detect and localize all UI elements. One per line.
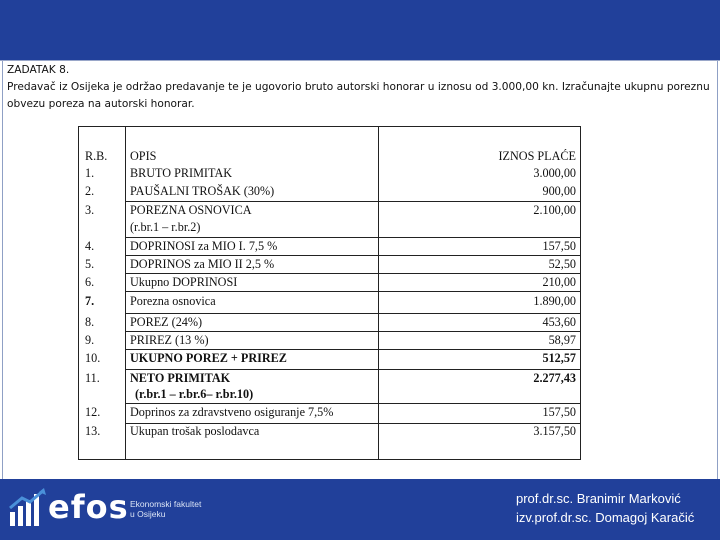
row-13-opis: Ukupan trošak poslodavca: [130, 424, 260, 438]
row-11-iznos: 2.277,43: [533, 371, 576, 385]
row-divider: [126, 291, 581, 292]
row-divider: [126, 313, 581, 314]
task-block: [7, 62, 713, 113]
row-2-iznos: 900,00: [542, 184, 576, 198]
faculty-line-1: Ekonomski fakultet: [130, 499, 202, 509]
row-1-rb: 1.: [85, 166, 95, 180]
row-7-opis: Porezna osnovica: [130, 294, 216, 308]
row-7-iznos: 1.890,00: [533, 294, 576, 308]
row-1-iznos: 3.000,00: [533, 166, 576, 180]
calculation-table: [78, 126, 581, 460]
row-divider: [126, 403, 581, 404]
row-6-rb: 6.: [85, 275, 95, 289]
row-divider: [126, 331, 581, 332]
row-divider: [126, 201, 581, 202]
row-divider: [126, 255, 581, 256]
row-9-opis: PRIREZ (13 %): [130, 333, 209, 347]
row-12-rb: 12.: [85, 405, 101, 419]
row-10-opis: UKUPNO POREZ + PRIREZ: [130, 351, 287, 365]
author-2: izv.prof.dr.sc. Domagoj Karačić: [516, 510, 695, 525]
logo-text: efos: [48, 488, 129, 526]
row-12-iznos: 157,50: [542, 405, 576, 419]
row-8-rb: 8.: [85, 315, 95, 329]
authors: [516, 489, 694, 527]
row-3-iznos: 2.100,00: [533, 203, 576, 217]
row-11-opis: NETO PRIMITAK: [130, 371, 231, 385]
header-opis: OPIS: [130, 149, 157, 163]
row-11-formula: (r.br.1 – r.br.6– r.br.10): [135, 387, 254, 401]
row-3-rb: 3.: [85, 203, 95, 217]
row-10-iznos: 512,57: [542, 351, 576, 365]
header-iznos: IZNOS PLAĆE: [498, 149, 576, 163]
row-4-iznos: 157,50: [542, 239, 576, 253]
row-2-opis: PAUŠALNI TROŠAK (30%): [130, 184, 275, 198]
row-13-iznos: 3.157,50: [533, 424, 576, 438]
row-4-opis: DOPRINOSI za MIO I. 7,5 %: [130, 239, 278, 253]
row-divider: [126, 273, 581, 274]
row-5-opis: DOPRINOS za MIO II 2,5 %: [130, 257, 275, 271]
row-9-rb: 9.: [85, 333, 95, 347]
row-5-rb: 5.: [85, 257, 95, 271]
header-band: [0, 0, 720, 61]
header-rb: R.B.: [85, 149, 108, 163]
row-6-iznos: 210,00: [542, 275, 576, 289]
faculty-line-2: u Osijeku: [130, 509, 166, 519]
row-7-rb: 7.: [85, 294, 95, 308]
author-1: prof.dr.sc. Branimir Marković: [516, 491, 681, 506]
row-2-rb: 2.: [85, 184, 95, 198]
row-3-opis: POREZNA OSNOVICA: [130, 203, 252, 217]
row-1-opis: BRUTO PRIMITAK: [130, 166, 233, 180]
column-divider: [125, 127, 126, 459]
faculty-name: [130, 499, 201, 519]
row-12-opis: Doprinos za zdravstveno osiguranje 7,5%: [130, 405, 334, 419]
row-8-opis: POREZ (24%): [130, 315, 203, 329]
task-title: ZADATAK 8.: [7, 64, 70, 76]
row-6-opis: Ukupno DOPRINOSI: [130, 275, 238, 289]
row-13-rb: 13.: [85, 424, 101, 438]
row-divider: [126, 369, 581, 370]
row-10-rb: 10.: [85, 351, 101, 365]
row-divider: [126, 237, 581, 238]
row-4-rb: 4.: [85, 239, 95, 253]
row-11-rb: 11.: [85, 371, 100, 385]
row-divider: [126, 349, 581, 350]
row-8-iznos: 453,60: [542, 315, 576, 329]
task-text: Predavač iz Osijeka je održao predavanje te je ugovorio bruto autorski honorar u iznosu od 3.000,00 kn. Izračunajte ukupnu poreznu obvezu poreza na autorski honorar.: [7, 81, 710, 110]
row-9-iznos: 58,97: [548, 333, 576, 347]
column-divider: [378, 127, 379, 459]
row-3-formula: (r.br.1 – r.br.2): [130, 220, 201, 234]
row-5-iznos: 52,50: [548, 257, 576, 271]
